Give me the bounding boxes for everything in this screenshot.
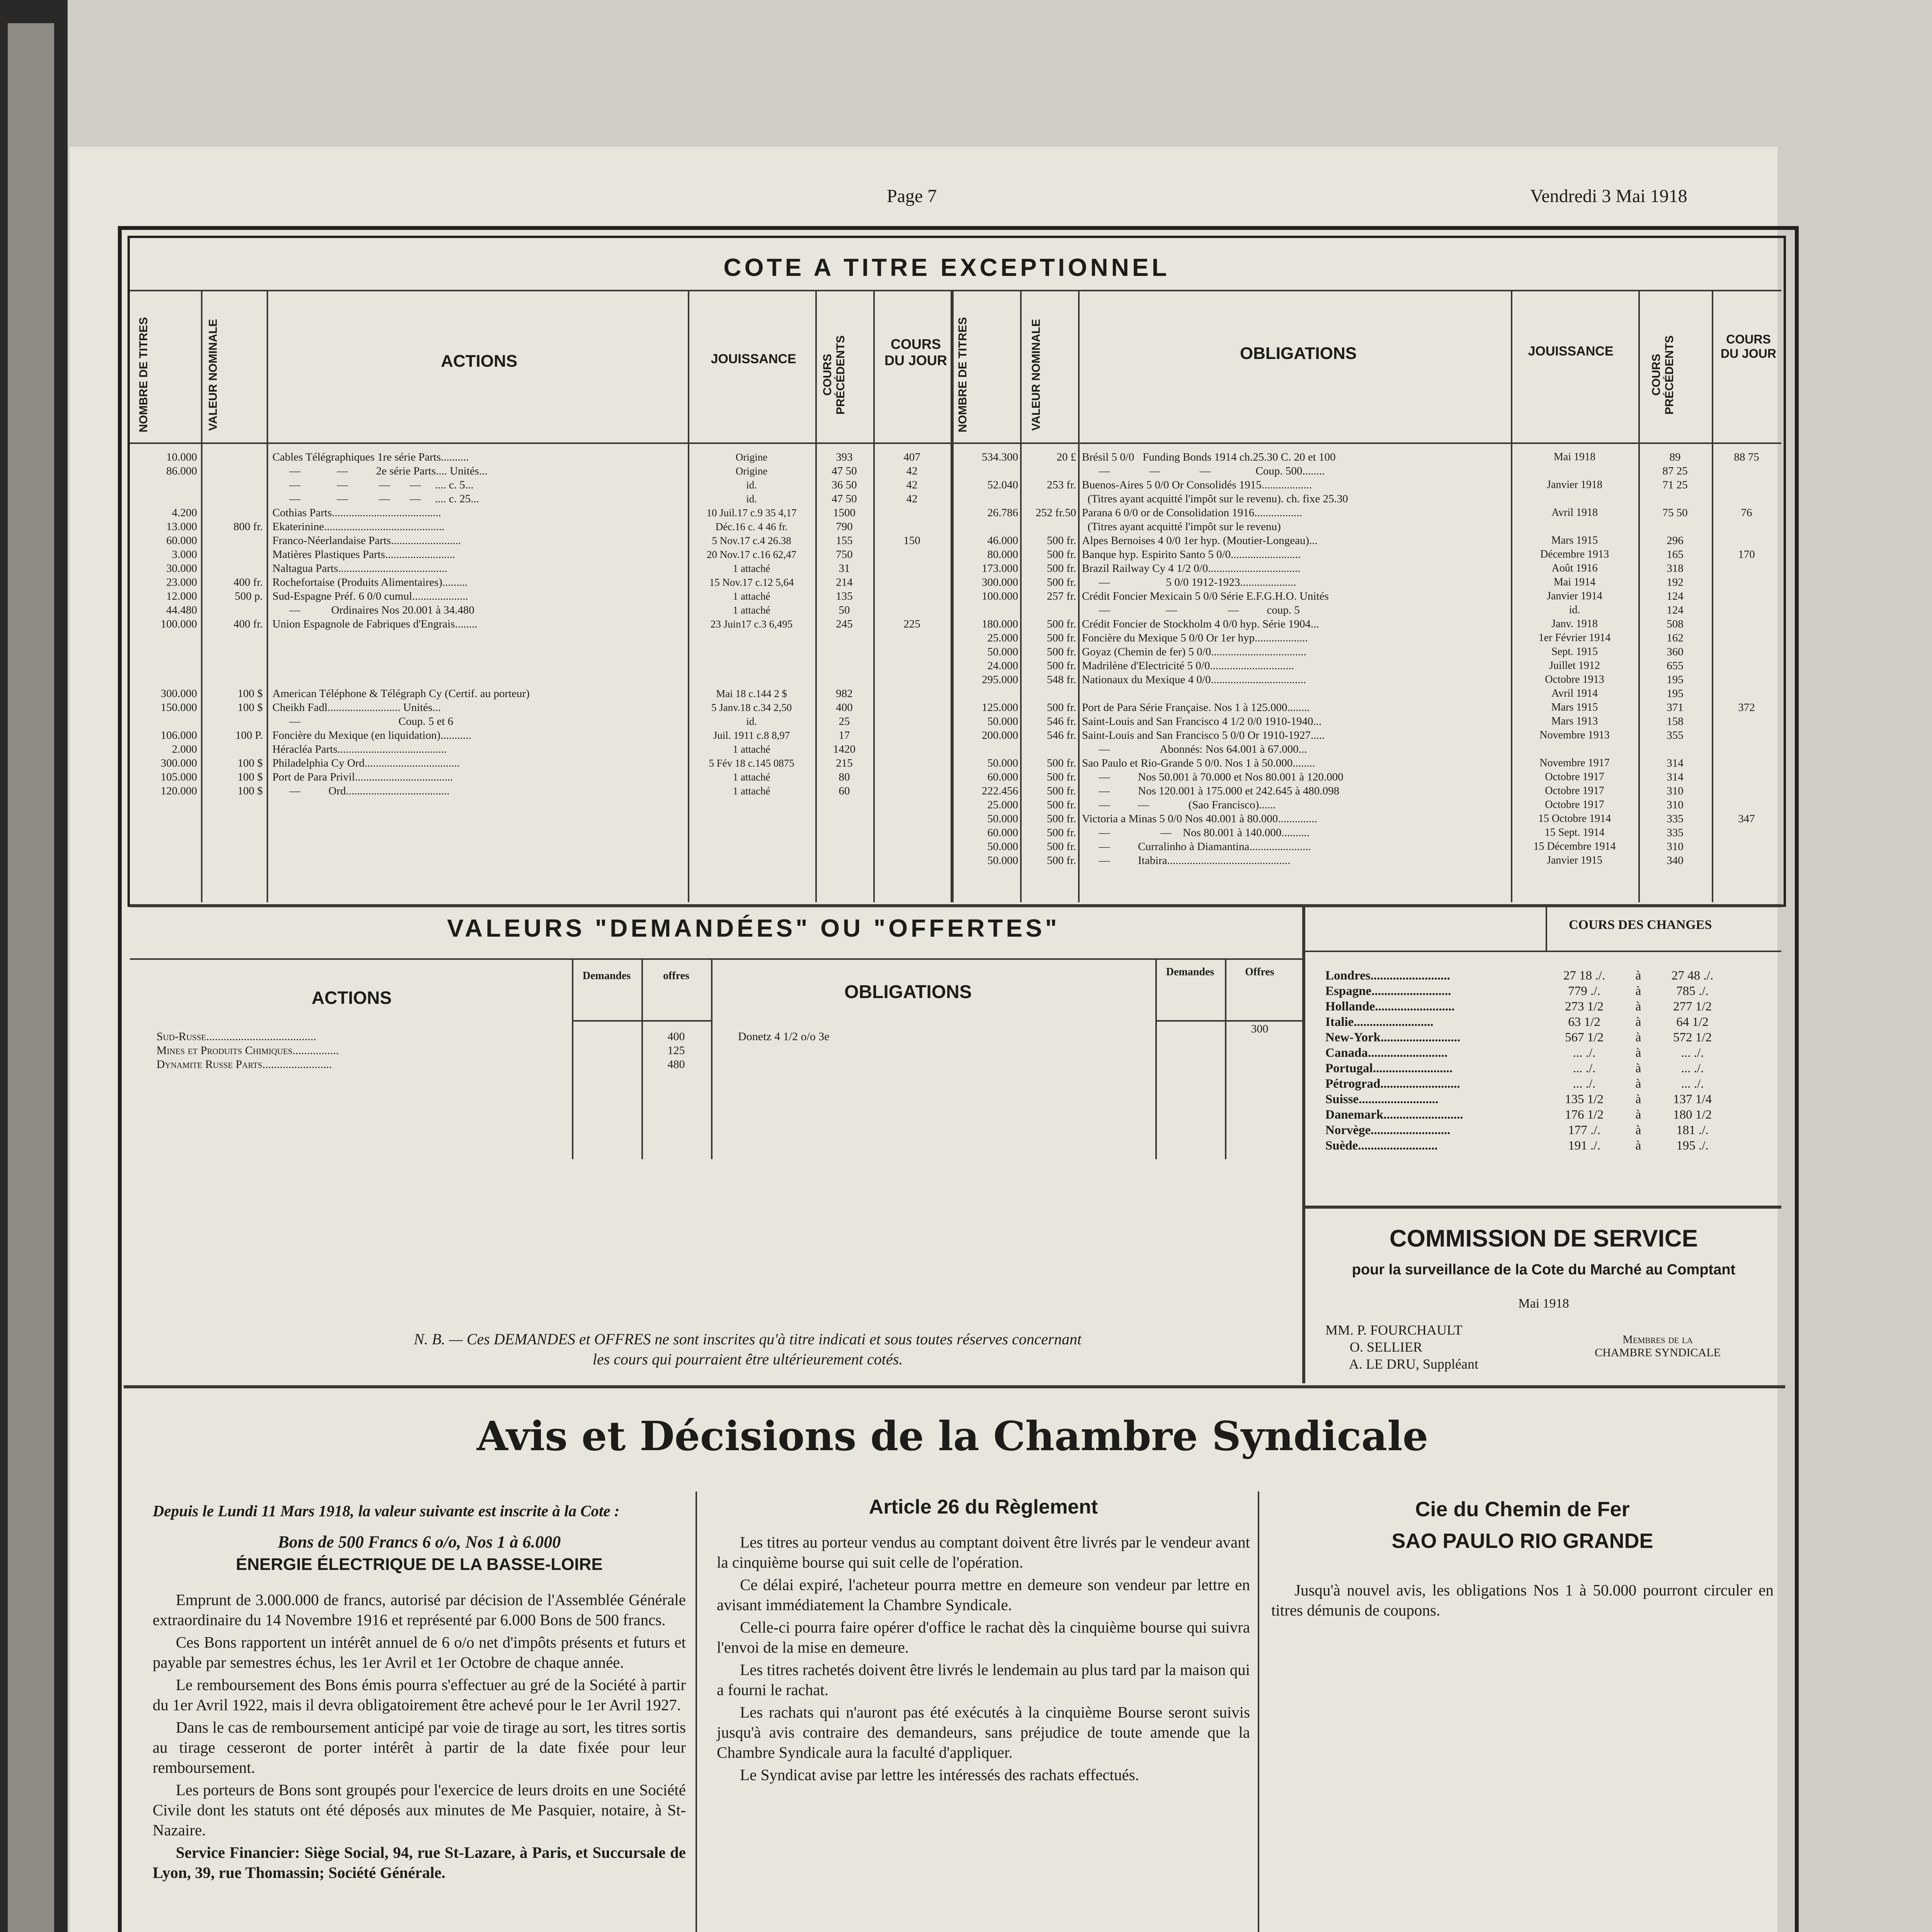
change-cell: à: [1635, 1123, 1641, 1137]
change-cell: 277 1/2: [1673, 1000, 1712, 1014]
head-cours-jour: COURS DU JOUR: [884, 336, 947, 368]
change-cell: Suisse.........................: [1325, 1092, 1439, 1106]
change-row: [1325, 1092, 1770, 1107]
change-cell: 135 1/2: [1565, 1092, 1604, 1106]
change-cell: à: [1635, 1061, 1641, 1075]
change-row: [1325, 1045, 1770, 1061]
dem-actions-offres: 400 125 480: [667, 1030, 685, 1071]
dem-demandes-head-2: Demandes: [1166, 966, 1214, 978]
head-nombre-2: NOMBRE DE TITRES: [956, 317, 969, 433]
avis-col3-title1: Cie du Chemin de Fer: [1415, 1498, 1630, 1521]
page-number: Page 7: [887, 186, 937, 206]
change-cell: à: [1635, 1031, 1641, 1044]
dem-actions-list: Sud-Russe...................................... Mines et Produits Chimiques................ Dynamite Russe Parts........................: [156, 1030, 339, 1071]
dem-offres-head: offres: [663, 970, 689, 982]
change-cell: à: [1635, 1108, 1641, 1122]
changes-table: [1325, 968, 1770, 1153]
dem-oblig-head: OBLIGATIONS: [844, 982, 972, 1002]
change-cell: 273 1/2: [1565, 1000, 1604, 1014]
right-cours-prec-col: 89 87 25 71 25 75 50 296 165 318 192 124 124 508 162 360 655 195 195 371 158 355 314 314 310 310 335 335 310 340: [1662, 451, 1688, 867]
change-cell: 177 ./.: [1568, 1123, 1600, 1137]
head-cours-prec-2: COURS PRÉCÉDENTS: [1650, 335, 1676, 415]
avis-title: Avis et Décisions de la Chambre Syndicale: [476, 1412, 1429, 1460]
cote-title: COTE A TITRE EXCEPTIONNEL: [723, 253, 1170, 281]
change-cell: 180 1/2: [1673, 1108, 1712, 1122]
change-cell: 567 1/2: [1565, 1031, 1604, 1044]
left-cours-prec-col: 393 47 50 36 50 47 50 1500 790 155 750 31 214 135 50 245 982 400 25 17 1420 215 80 60: [832, 451, 857, 797]
avis-col1-p3: Le remboursement des Bons émis pourra s'effectuer au gré de la Société à partir du 1er Avril 1922, mais il devra obligatoirement être achevé pour le 1er Avril 1927.: [153, 1676, 686, 1714]
avis-col3: [1271, 1497, 1774, 1620]
head-nombre: NOMBRE DE TITRES: [137, 317, 150, 433]
change-row: [1325, 999, 1770, 1014]
change-cell: à: [1635, 1139, 1641, 1153]
change-cell: Portugal.........................: [1325, 1061, 1453, 1075]
right-nombre-col: 534.300 52.040 26.786 46.000 80.000 173.000 300.000 100.000 180.000 25.000 50.000 24.000 295.000 125.000 50.000 200.000 50.000 60.000 222.456 25.000 50.000 60.000 50.000 50.000: [981, 451, 1018, 867]
avis-col2-title: Article 26 du Règlement: [869, 1496, 1098, 1518]
change-cell: à: [1635, 1077, 1641, 1091]
commission-subtitle: pour la surveillance de la Cote du Marché au Comptant: [1352, 1262, 1736, 1278]
avis-col1-p2: Ces Bons rapportent un intérêt annuel de 6 o/o net d'impôts présents et futurs et payable par semestres échus, les 1er Avril et 1er Octobre de chaque année.: [153, 1633, 686, 1671]
change-cell: 779 ./.: [1568, 984, 1600, 998]
change-cell: ... ./.: [1681, 1077, 1704, 1091]
change-cell: ... ./.: [1681, 1061, 1704, 1075]
head-jouissance-2: JOUISSANCE: [1528, 344, 1614, 359]
dem-demandes-head: Demandes: [582, 970, 631, 982]
avis-col1-p4: Dans le cas de remboursement anticipé par voie de tirage au sort, les titres sortis au tirage cesseront de porter intérêt à partir de la date fixée pour leur remboursement.: [153, 1718, 686, 1776]
change-row: [1325, 1076, 1770, 1092]
commission-members: MM. P. FOURCHAULT O. SELLIER A. LE DRU, Suppléant: [1325, 1322, 1478, 1372]
change-row: [1325, 968, 1770, 983]
avis-col2-p2: Ce délai expiré, l'acheteur pourra mettre en demeure son vendeur par lettre en avisant immédiatement la Chambre Syndicale.: [717, 1576, 1250, 1614]
avis-col1-p5: Les porteurs de Bons sont groupés pour l'exercice de leurs droits en une Société Civile dont les statuts ont été déposés aux minutes de Me Pasquier, notaire, à St-Nazaire.: [153, 1781, 686, 1839]
avis-col1-bons: Bons de 500 Francs 6 o/o, Nos 1 à 6.000: [277, 1532, 561, 1551]
head-cours-prec: COURS PRÉCÉDENTS: [821, 335, 847, 415]
dem-actions-head: ACTIONS: [311, 988, 392, 1008]
dem-nb: N. B. — Ces DEMANDES et OFFRES ne sont inscrites qu'à titre indicati et sous toutes réserves concernant les cours qui pourraient être ultérieurement cotés.: [414, 1330, 1082, 1368]
change-cell: Italie.........................: [1325, 1015, 1434, 1029]
change-cell: à: [1635, 1000, 1641, 1014]
change-cell: 27 48 ./.: [1671, 969, 1714, 983]
change-cell: Danemark.........................: [1325, 1108, 1463, 1122]
right-jouissance-col: Mai 1918 Janvier 1918 Avril 1918 Mars 1915 Décembre 1913 Août 1916 Mai 1914 Janvier 1914 id. Janv. 1918 1er Février 1914 Sept. 1915 Juillet 1912 Octobre 1913 Avril 1914 Mars 1915 Mars 1913 Novembre 1913 Novembre 1917 Octobre 1917 Octobre 1917 Octobre 1917 15 Octobre 1914 15 Sept. 1914 15 Décembre 1914 Janvier 1915: [1533, 451, 1616, 866]
page-date: Vendredi 3 Mai 1918: [1530, 186, 1687, 206]
change-row: [1325, 1030, 1770, 1045]
change-cell: Espagne.........................: [1325, 984, 1451, 998]
change-cell: 176 1/2: [1565, 1108, 1604, 1122]
avis-col3-title2: SAO PAULO RIO GRANDE: [1391, 1529, 1653, 1553]
head-obligations: OBLIGATIONS: [1240, 344, 1357, 363]
avis-col1-p1: Emprunt de 3.000.000 de francs, autorisé par décision de l'Assemblée Générale extraordinaire du 14 Novembre 1916 et représenté par 6.000 Bons de 500 francs.: [153, 1591, 686, 1629]
change-cell: ... ./.: [1681, 1046, 1704, 1060]
avis-col2-p3: Celle-ci pourra faire opérer d'office le rachat dès la cinquième bourse qui suivra l'envoi de la mise en demeure.: [717, 1618, 1250, 1656]
change-cell: 785 ./.: [1676, 984, 1709, 998]
avis-col1-name: ÉNERGIE ÉLECTRIQUE DE LA BASSE-LOIRE: [236, 1555, 603, 1574]
book-gutter: [0, 0, 68, 1932]
dem-oblig-offres: 300: [1251, 1022, 1269, 1035]
left-jouissance-col: Origine Origine id. id. 10 Juil.17 c.9 35 4,17 Déc.16 c. 4 46 fr. 5 Nov.17 c.4 26.38 20 Nov.17 c.16 62,47 1 attaché 15 Nov.17 c.12 5,64 1 attaché 1 attaché 23 Juin17 c.3 6,495 Mai 18 c.144 2 $ 5 Janv.18 c.34 2,50 id. Juil. 1911 c.8 8,97 1 attaché 5 Fév 18 c.145 0875 1 attaché 1 attaché: [706, 451, 797, 797]
avis-col2-p1: Les titres au porteur vendus au comptant doivent être livrés par le vendeur avant la cinquième bourse qui suit celle de l'opération.: [717, 1533, 1250, 1571]
change-cell: New-York.........................: [1325, 1031, 1461, 1044]
change-cell: Londres.........................: [1325, 969, 1451, 983]
left-actions-col: Cables Télégraphiques 1re série Parts.......... — — 2e série Parts.... Unités... — — — — .... c. 5... — — — — .... c. 25... Cothias Parts....................................... Ekaterinine........................................... Franco-Néerlandaise Parts......................... Matières Plastiques Parts......................... Naltagua Parts....................................... Rochefortaise (Produits Alimentaires)......... Sud-Espagne Préf. 6 0/0 cumul.................... — Ordinaires Nos 20.001 à 34.480 Union Espagnole de Fabriques d'Engrais........ American Téléphone & Télégraph Cy (Certif. au porteur) Cheikh Fadl.......................... Unités... — Coup. 5 et 6 Foncière du Mexique (en liquidation)........... Héracléa Parts....................................... Philadelphia Cy Ord.................................. Port de Para Privil................................... — Ord.....................................: [272, 451, 530, 797]
head-valeur: VALEUR NOMINALE: [207, 319, 219, 431]
change-row: [1325, 983, 1770, 999]
commission-role: Membres de la CHAMBRE SYNDICALE: [1595, 1333, 1721, 1359]
left-valeur-col: 800 fr. 400 fr. 500 p. 400 fr. 100 $ 100 $ 100 P. 100 $ 100 $ 100 $: [233, 520, 263, 797]
change-cell: 63 1/2: [1568, 1015, 1600, 1029]
change-cell: ... ./.: [1573, 1077, 1596, 1091]
change-cell: ... ./.: [1573, 1046, 1596, 1060]
change-cell: 27 18 ./.: [1563, 969, 1605, 983]
left-cours-jour-col: 407 42 42 42 150 225: [903, 451, 920, 630]
commission-month: Mai 1918: [1518, 1296, 1569, 1311]
avis-col2: [717, 1495, 1250, 1785]
head-actions: ACTIONS: [441, 352, 517, 371]
change-cell: Pétrograd.........................: [1325, 1077, 1460, 1091]
change-cell: 137 1/4: [1673, 1092, 1712, 1106]
change-cell: ... ./.: [1573, 1061, 1596, 1075]
avis-col3-p1: Jusqu'à nouvel avis, les obligations Nos 1 à 50.000 pourront circuler en titres démunis de coupons.: [1271, 1581, 1774, 1619]
left-nombre-col: 10.000 86.000 4.200 13.000 60.000 3.000 30.000 23.000 12.000 44.480 100.000 300.000 150.000 106.000 2.000 300.000 105.000 120.000: [160, 451, 197, 797]
demandees-title: VALEURS "DEMANDÉES" OU "OFFERTES": [447, 914, 1060, 942]
avis-col2-p4: Les titres rachetés doivent être livrés le lendemain au plus tard par la maison qui a fourni le rachat.: [717, 1661, 1250, 1699]
avis-col1-intro: Depuis le Lundi 11 Mars 1918, la valeur suivante est inscrite à la Cote :: [153, 1502, 620, 1520]
change-cell: 195 ./.: [1676, 1139, 1709, 1153]
change-row: [1325, 1061, 1770, 1076]
change-cell: à: [1635, 1046, 1641, 1060]
change-cell: 572 1/2: [1673, 1031, 1712, 1044]
avis-col1-p6: Service Financier: Siège Social, 94, rue St-Lazare, à Paris, et Succursale de Lyon, 39, rue Thomassin; Société Générale.: [153, 1844, 686, 1881]
change-row: [1325, 1107, 1770, 1122]
avis-col1: [153, 1501, 686, 1883]
change-cell: à: [1635, 984, 1641, 998]
change-cell: à: [1635, 969, 1641, 983]
change-cell: 181 ./.: [1676, 1123, 1709, 1137]
head-valeur-2: VALEUR NOMINALE: [1030, 319, 1043, 431]
change-cell: Canada.........................: [1325, 1046, 1448, 1060]
right-obligations-col: Brésil 5 0/0 Funding Bonds 1914 ch.25.30 C. 20 et 100 — — — Coup. 500........ Buenos-Aires 5 0/0 Or Consolidés 1915.................. (Titres ayant acquitté l'impôt sur le revenu). ch. fixe 25.30 Parana 6 0/0 or de Consolidation 1916................. (Titres ayant acquitté l'impôt sur le revenu) Alpes Bernoises 4 0/0 1er hyp. (Moutier-Longeau)... Banque hyp. Espirito Santo 5 0/0......................... Brazil Railway Cy 4 1/2 0/0................................. — 5 0/0 1912-1923.................... Crédit Foncier Mexicain 5 0/0 Série E.F.G.H.O. Unités — — — coup. 5 Crédit Foncier de Stockholm 4 0/0 hyp. Série 1904... Foncière du Mexique 5 0/0 Or 1er hyp................... Goyaz (Chemin de fer) 5 0/0.................................. Madrilène d'Electricité 5 0/0.............................. Nationaux du Mexique 4 0/0.................................. Port de Para Série Française. Nos 1 à 125.000........ Saint-Louis and San Francisco 4 1/2 0/0 1910-1940... Saint-Louis and San Francisco 5 0/0 Or 1910-1927..... — Abonnés: Nos 64.001 à 67.000... Sao Paulo et Rio-Grande 5 0/0. Nos 1 à 50.000........ — Nos 50.001 à 70.000 et Nos 80.001 à 120.000 — Nos 120.001 à 175.000 et 242.645 à 480.098 — — (Sao Francisco)...... Victoria a Minas 5 0/0 Nos 40.001 à 80.000.............. — — Nos 80.001 à 140.000.......... — Curralinho à Diamantina...................... — Itabira............................................: [1082, 451, 1348, 867]
right-valeur-col: 20 £ 253 fr. 252 fr.50 500 fr. 500 fr. 500 fr. 500 fr. 257 fr. 500 fr. 500 fr. 500 fr. 500 fr. 548 fr. 500 fr. 546 fr. 546 fr. 500 fr. 500 fr. 500 fr. 500 fr. 500 fr. 500 fr. 500 fr. 500 fr.: [1036, 451, 1076, 867]
change-cell: Suède.........................: [1325, 1139, 1438, 1153]
right-cours-jour-col: 88 75 76 170 372 347: [1734, 451, 1759, 825]
changes-title: COURS DES CHANGES: [1569, 918, 1712, 932]
change-row: [1325, 1122, 1770, 1138]
change-cell: Hollande.........................: [1325, 1000, 1455, 1014]
avis-col2-p6: Le Syndicat avise par lettre les intéressés des rachats effectués.: [740, 1766, 1139, 1784]
change-cell: 191 ./.: [1568, 1139, 1600, 1153]
change-cell: à: [1635, 1092, 1641, 1106]
change-cell: 64 1/2: [1676, 1015, 1709, 1029]
change-cell: Norvège.........................: [1325, 1123, 1451, 1137]
change-cell: à: [1635, 1015, 1641, 1029]
change-row: [1325, 1138, 1770, 1153]
change-row: [1325, 1014, 1770, 1030]
head-cours-jour-2: COURS DU JOUR: [1720, 332, 1776, 361]
dem-offres-head-2: Offres: [1245, 966, 1274, 978]
commission-title: COMMISSION DE SERVICE: [1389, 1225, 1698, 1252]
head-jouissance: JOUISSANCE: [711, 352, 796, 366]
dem-oblig-list: Donetz 4 1/2 o/o 3e: [738, 1030, 830, 1043]
avis-col2-p5: Les rachats qui n'auront pas été exécutés à la cinquième Bourse seront suivis jusqu'à avis contraire des demandeurs, sans préjudice de toute amende que la Chambre Syndicale aura la faculté d'appliquer.: [717, 1703, 1250, 1761]
